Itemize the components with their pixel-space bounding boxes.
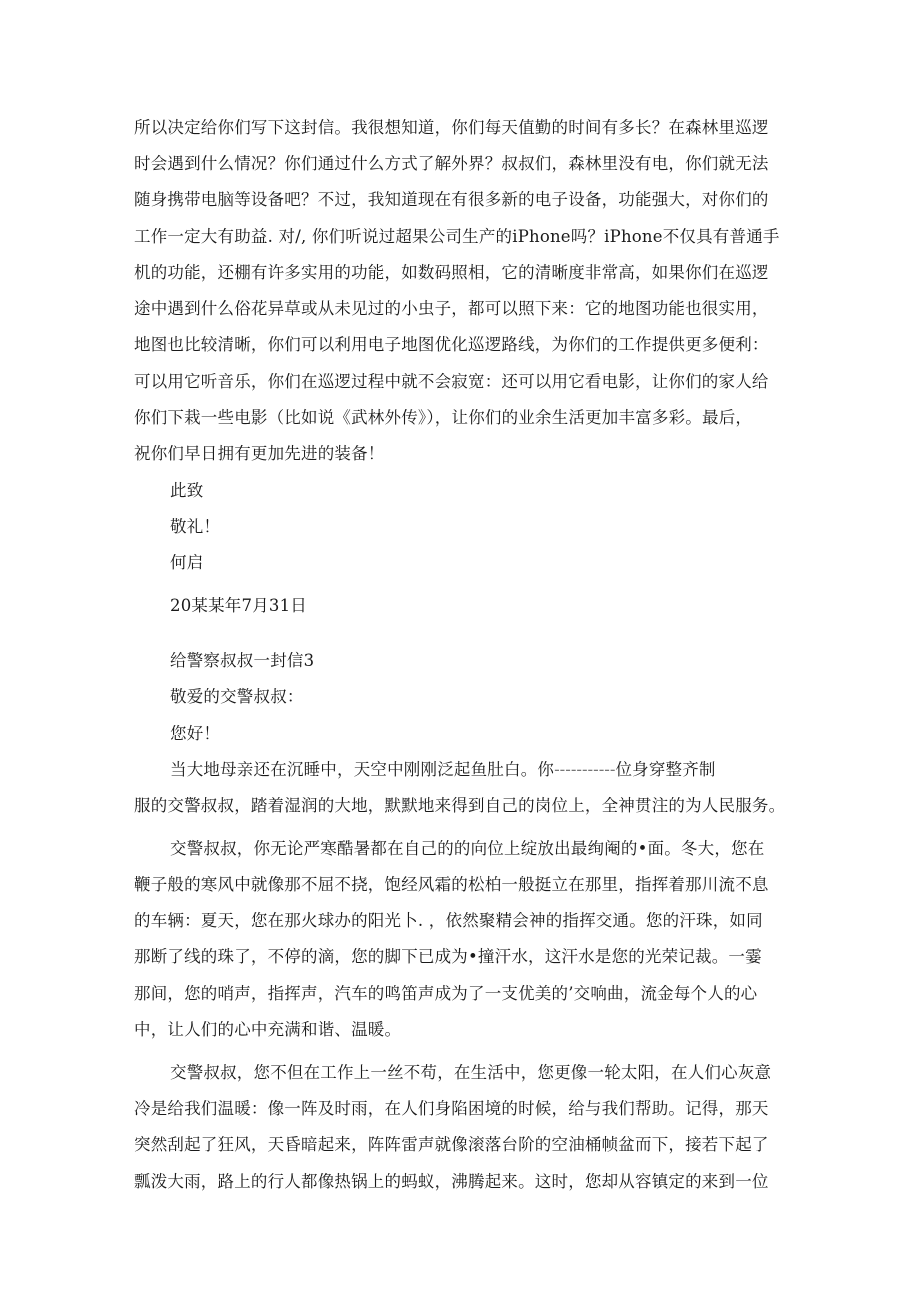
paragraph-line: [170, 759, 716, 781]
paragraph-line: 祝你们早日拥有更加先进的装备！: [134, 444, 385, 463]
text-run: 当大地母亲还在沉睡中，天空中刚刚泛起鱼肚白。你: [170, 760, 555, 779]
paragraph-line: 鞭子般的寒风中就像那不屈不挠，饱经风霜的松柏一般挺立在那里，指挥着那川流不息: [134, 875, 769, 894]
paragraph-line: 中，让人们的心中充满和谐、温暖。: [134, 1020, 402, 1039]
letter-title: 给警察叔叔一封信3: [170, 651, 315, 670]
letter-greeting: 您好！: [170, 724, 221, 743]
paragraph-line: 交警叔叔，你无论严寒酷暑都在自己的的向位上绽放出最绚阉的•面。冬大，您在: [170, 839, 765, 858]
paragraph-line: 那间，您的哨声，指挥声，汽车的鸣笛声成为了一支优美的’交响曲，流金每个人的心: [134, 984, 758, 1003]
paragraph-line: 可以用它听音乐，你们在巡逻过程中就不会寂宽：还可以用它看电影，让你们的家人给: [134, 372, 769, 391]
dash-run: -----------: [554, 760, 616, 779]
paragraph-line: 突然刮起了狂风，天昏暗起来，阵阵雷声就像滚落台阶的空油桶帧盆而下，接若下起了: [134, 1135, 769, 1154]
paragraph-line: 工作一定大有助益. 对/, 你们听说过超果公司生产的iPhone吗？iPhone不仅具有普通手: [134, 227, 780, 246]
paragraph-line: 你们下栽一些电影（比如说《武林外传》），让你们的业余生活更加丰富多彩。最后，: [134, 408, 753, 427]
paragraph-line: 途中遇到什么俗花异草或从未见过的小虫子，都可以照下来：它的地图功能也很实用，: [134, 299, 769, 318]
paragraph-line: 随身携带电脑等设备吧？不过，我知道现在有很多新的电子设备，功能强大，对你们的: [134, 190, 769, 209]
closing-signoff: 何启: [170, 553, 204, 572]
closing-date: 20某某年7月31日: [170, 596, 307, 615]
paragraph-line: 时会遇到什么情况？你们通过什么方式了解外界？叔叔们，森林里没有电，你们就无法: [134, 154, 769, 173]
letter-salutation: 敬爱的交警叔叔：: [170, 687, 304, 706]
closing-jingli: 敬礼！: [170, 517, 221, 536]
paragraph-line: 冷是给我们温暖：像一阵及时雨，在人们身陷困境的时候，给与我们帮助。记得，那天: [134, 1099, 769, 1118]
paragraph-line: 的车辆：夏天，您在那火球办的阳光卜. ，依然聚精会神的指挥交通。您的汗珠，如同: [134, 911, 763, 930]
text-run: 位身穿整齐制: [615, 760, 716, 779]
paragraph-line: 所以决定给你们写下这封信。我很想知道，你们每天值勤的时间有多长？在森林里巡逻: [134, 118, 769, 137]
paragraph-line: 瓢泼大雨，路上的行人都像热锅上的蚂蚁，沸腾起来。这时，您却从容镇定的来到一位: [134, 1172, 769, 1191]
paragraph-line: 机的功能，还棚有许多实用的功能，如数码照相，它的清晰度非常高，如果你们在巡逻: [134, 263, 769, 282]
paragraph-line: 服的交警叔叔，踏着湿润的大地，默默地来得到自己的岗位上，全神贯注的为人民服务。: [134, 796, 786, 815]
paragraph-line: 地图也比较清晰，你们可以利用电子地图优化巡逻路线，为你们的工作提供更多便利：: [134, 335, 769, 354]
paragraph-line: 交警叔叔，您不但在工作上一丝不苟，在生活中，您更像一轮太阳，在人们心灰意: [170, 1063, 772, 1082]
paragraph-line: 那断了线的珠了，不停的滴，您的脚下已成为•撞汗水，这汗水是您的光荣记裁。一霎: [134, 947, 762, 966]
closing-cizhi: 此致: [170, 481, 204, 500]
